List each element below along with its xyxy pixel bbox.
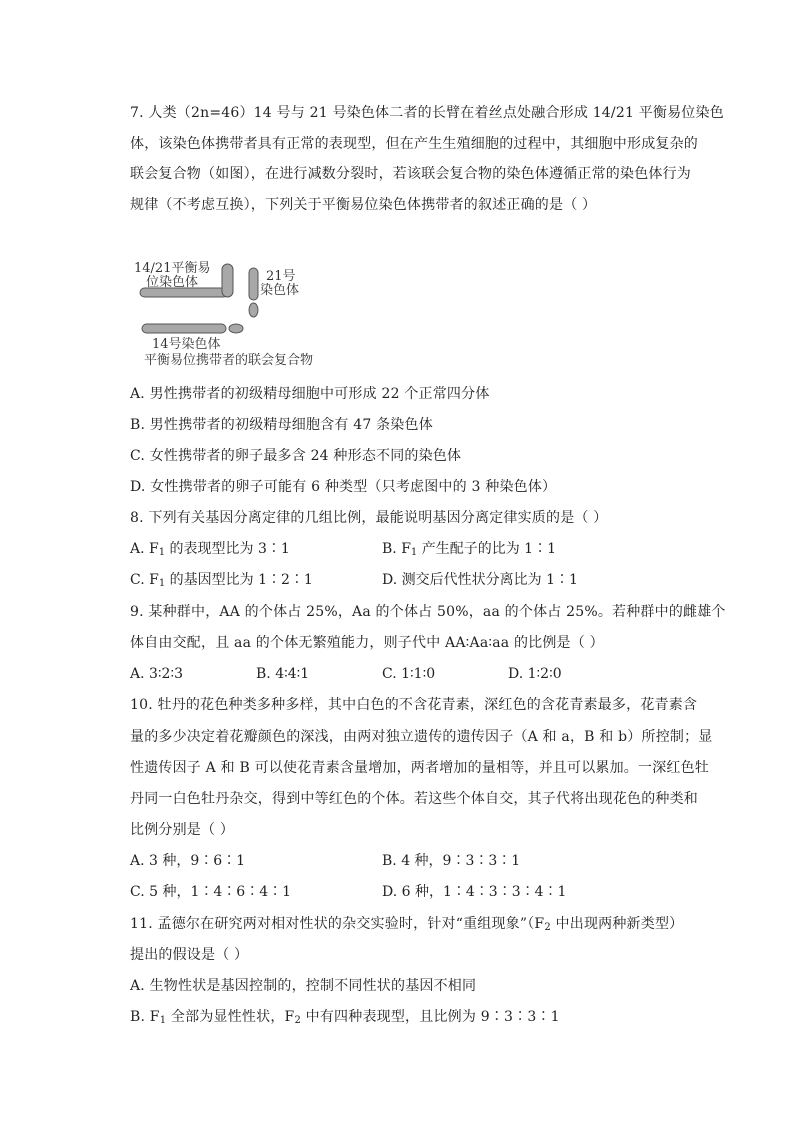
q7-line-3: 联会复合物（如图），在进行减数分裂时，若该联会复合物的染色体遵循正常的染色体行为 xyxy=(130,166,691,182)
q8-option-d: D. 测交后代性状分离比为 1∶1 xyxy=(382,572,578,588)
figure-caption: 平衡易位携带者的联会复合物 xyxy=(144,353,314,368)
q10-line-4: 丹同一白色牡丹杂交，得到中等红色的个体。若这些个体自交，其子代将出现花色的种类和 xyxy=(130,791,698,807)
q10-option-b: B. 4 种，9∶3∶3∶1 xyxy=(382,853,521,869)
q11-option-a: A. 生物性状是基因控制的，控制不同性状的基因不相同 xyxy=(130,978,477,994)
q7-option-d: D. 女性携带者的卵子可能有 6 种类型（只考虑图中的 3 种染色体） xyxy=(130,479,557,495)
chromosome-21-long xyxy=(249,268,258,300)
q7-option-a: A. 男性携带者的初级精母细胞中可形成 22 个正常四分体 xyxy=(130,386,490,402)
chromosome-14-long xyxy=(142,324,226,333)
chromosome-21-short xyxy=(249,303,258,317)
label-translocation-1: 14/21平衡易 xyxy=(134,261,211,276)
q9-option-c: C. 1∶1∶0 xyxy=(382,666,436,682)
q11-line-2: 提出的假设是（ ） xyxy=(130,947,249,963)
q7-option-c: C. 女性携带者的卵子最多含 24 种形态不同的染色体 xyxy=(130,448,462,464)
chromosome-14-short xyxy=(229,324,243,333)
q9-line-2: 体自由交配，且 aa 的个体无繁殖能力，则子代中 AA∶Aa∶aa 的比例是（ ） xyxy=(130,635,604,651)
q7-line-1: 7. 人类（2n=46）14 号与 21 号染色体二者的长臂在着丝点处融合形成 14/21 平衡易位染色 xyxy=(130,105,724,121)
label-chromosome-21-1: 21号 xyxy=(266,269,296,284)
q10-line-1: 10. 牡丹的花色种类多种多样，其中白色的不含花青素，深红色的含花青素最多，花青素含 xyxy=(130,697,698,713)
label-translocation-2: 位染色体 xyxy=(146,275,199,290)
q8-option-b: B. $F_1$ 产生配子的比为 1∶1 xyxy=(382,541,556,558)
label-chromosome-14: 14号染色体 xyxy=(152,337,221,352)
q8-option-c: C. $F_1$ 的基因型比为 1∶2∶1 xyxy=(130,572,313,589)
q10-line-2: 量的多少决定着花瓣颜色的深浅，由两对独立遗传的遗传因子（A 和 a，B 和 b）所控制；显 xyxy=(130,729,713,745)
q7-option-b: B. 男性携带者的初级精母细胞含有 47 条染色体 xyxy=(130,417,433,433)
q10-option-d: D. 6 种，1∶4∶3∶3∶4∶1 xyxy=(382,884,567,900)
q7-line-2: 体，该染色体携带者具有正常的表现型，但在产生生殖细胞的过程中，其细胞中形成复杂的 xyxy=(130,136,698,152)
q9-line-1: 9. 某种群中，AA 的个体占 25%，Aa 的个体占 50%，aa 的个体占 25%。若种群中的雌雄个 xyxy=(130,604,726,620)
q11-line-1: 11. 孟德尔在研究两对相对性状的杂交实验时，针对“重组现象$”(F_2$ 中出现两种新类型） xyxy=(130,916,684,933)
q10-option-a: A. 3 种，9∶6∶1 xyxy=(130,853,246,869)
q10-option-c: C. 5 种，1∶4∶6∶4∶1 xyxy=(130,884,292,900)
q7-line-4: 规律（不考虑互换），下列关于平衡易位染色体携带者的叙述正确的是（ ） xyxy=(130,197,597,213)
q11-option-b: B. $F_1$ 全部为显性性状，$F_2$ 中有四种表现型，且比例为 9∶3∶3∶1 xyxy=(130,1009,560,1026)
q8-stem: 8. 下列有关基因分离定律的几组比例，最能说明基因分离定律实质的是（ ） xyxy=(130,510,608,526)
q9-option-a: A. 3∶2∶3 xyxy=(130,666,184,682)
q10-line-3: 性遗传因子 A 和 B 可以使花青素含量增加，两者增加的量相等，并且可以累加。一深红色牡 xyxy=(130,760,709,776)
q9-option-b: B. 4∶4∶1 xyxy=(256,666,310,682)
q8-option-a: A. $F_1$ 的表现型比为 3∶1 xyxy=(130,541,290,558)
q9-option-d: D. 1∶2∶0 xyxy=(508,666,562,682)
q10-line-5: 比例分别是（ ） xyxy=(130,822,235,838)
translocation-chromosome-vertical xyxy=(222,264,233,297)
label-chromosome-21-2: 染色体 xyxy=(260,283,300,298)
